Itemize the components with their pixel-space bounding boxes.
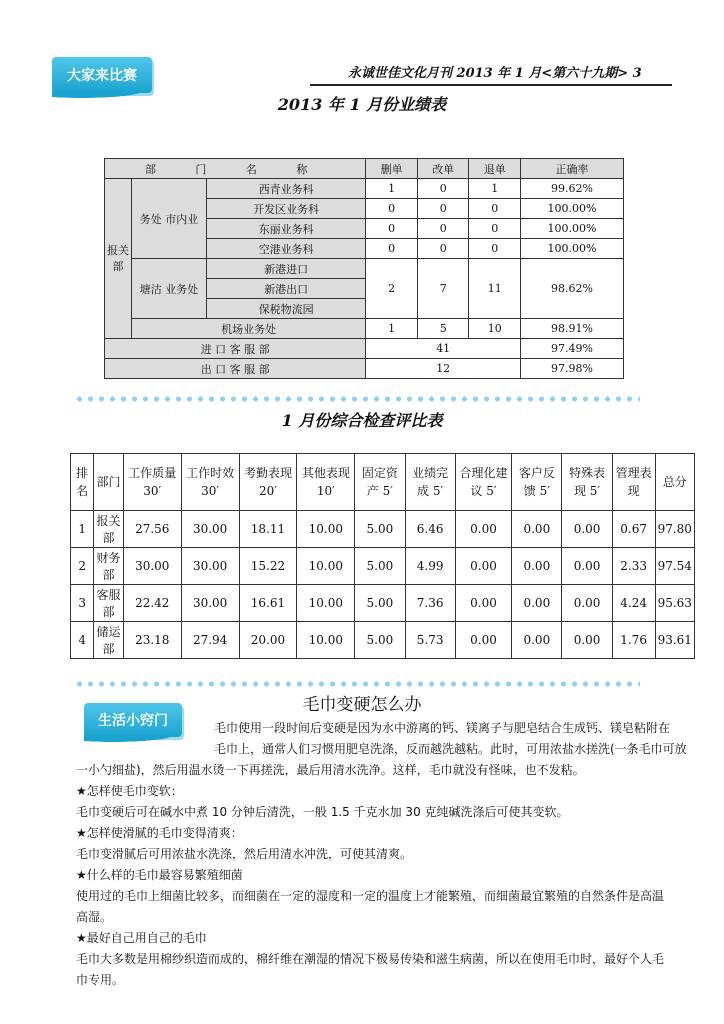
cell: 16.61 — [239, 585, 297, 622]
paragraph: 毛巾上，通常人们习惯用肥皂洗涤，反而越洗越粘。此时，可用浓盐水搓洗(一条毛巾可放 — [214, 742, 687, 756]
cell: 2.33 — [612, 548, 655, 585]
cell: 99.62% — [520, 179, 623, 199]
row-name: 进 口 客 服 部 — [105, 339, 366, 359]
paragraph: 一小勺细盐)，然后用温水烫一下再搓洗，最后用清水洗净。这样，毛巾就没有怪味，也不发粘。 — [76, 763, 585, 777]
cell: 0.00 — [512, 622, 562, 659]
cell: 10.00 — [297, 585, 355, 622]
th: 合理化建议 5′ — [455, 454, 512, 511]
cell: 0 — [417, 179, 469, 199]
cell: 1 — [71, 511, 94, 548]
cell: 20.00 — [239, 622, 297, 659]
cell: 0 — [366, 199, 418, 219]
row-name: 东丽业务科 — [207, 219, 366, 239]
cell: 10.00 — [297, 622, 355, 659]
th: 部门 — [94, 454, 124, 511]
cell: 100.00% — [520, 219, 623, 239]
row-name: 空港业务科 — [207, 239, 366, 259]
cell: 1 — [469, 179, 521, 199]
cell: 4.99 — [405, 548, 455, 585]
cell: 0.00 — [455, 585, 512, 622]
cell: 15.22 — [239, 548, 297, 585]
cell: 0.00 — [562, 622, 612, 659]
cell: 0.00 — [512, 511, 562, 548]
cell: 2 — [71, 548, 94, 585]
cell: 客服部 — [94, 585, 124, 622]
row-name: 西青业务科 — [207, 179, 366, 199]
cell: 41 — [366, 339, 521, 359]
paragraph: 毛巾变硬后可在碱水中煮 10 分钟后清洗，一般 1.5 千克水加 30 克纯碱洗涤后可使其变软。 — [76, 805, 569, 819]
cell: 30.00 — [181, 585, 239, 622]
th: 业绩完成 5′ — [405, 454, 455, 511]
cell: 30.00 — [123, 548, 181, 585]
cell: 7 — [417, 259, 469, 319]
cell: 22.42 — [123, 585, 181, 622]
cell: 0 — [366, 219, 418, 239]
cell: 7.36 — [405, 585, 455, 622]
paragraph: 高湿。 — [76, 910, 113, 924]
cell: 2 — [366, 259, 418, 319]
row-name: 保税物流园 — [207, 299, 366, 319]
cell: 0 — [469, 219, 521, 239]
section-badge: 大家来比赛 — [52, 57, 152, 93]
row-name: 新港进口 — [207, 259, 366, 279]
subheading: ★什么样的毛巾最容易繁殖细菌 — [76, 868, 243, 882]
cell: 100.00% — [520, 199, 623, 219]
performance-table — [104, 158, 624, 379]
cell: 5.00 — [355, 585, 405, 622]
row-name: 新港出口 — [207, 279, 366, 299]
section-badge: 生活小窍门 — [84, 703, 182, 737]
th: 总分 — [655, 454, 694, 511]
cell: 10.00 — [297, 511, 355, 548]
cell: 97.80 — [655, 511, 694, 548]
cell: 30.00 — [181, 548, 239, 585]
dept-customs: 报关部 — [105, 179, 132, 339]
cell: 1 — [366, 319, 418, 339]
cell: 报关部 — [94, 511, 124, 548]
th-delete: 删单 — [366, 159, 418, 179]
article-body — [76, 718, 706, 991]
row-name: 机场业务处 — [132, 319, 366, 339]
cell: 5.00 — [355, 622, 405, 659]
cell: 6.46 — [405, 511, 455, 548]
cell: 0 — [469, 199, 521, 219]
dept-tanggu: 塘沽 业务处 — [132, 259, 207, 319]
cell: 4 — [71, 622, 94, 659]
cell: 0 — [469, 239, 521, 259]
th: 工作时效 30′ — [181, 454, 239, 511]
cell: 4.24 — [612, 585, 655, 622]
th: 排名 — [71, 454, 94, 511]
cell: 0.00 — [455, 622, 512, 659]
cell: 11 — [469, 259, 521, 319]
cell: 0.00 — [512, 548, 562, 585]
cell: 0 — [417, 239, 469, 259]
th-accuracy: 正确率 — [520, 159, 623, 179]
cell: 1 — [366, 179, 418, 199]
cell: 100.00% — [520, 239, 623, 259]
cell: 0 — [417, 219, 469, 239]
cell: 97.49% — [520, 339, 623, 359]
cell: 12 — [366, 359, 521, 379]
paragraph: 毛巾变滑腻后可用浓盐水洗涤，然后用清水冲洗，可使其清爽。 — [76, 847, 413, 861]
cell: 97.98% — [520, 359, 623, 379]
th-return: 退单 — [469, 159, 521, 179]
cell: 0.67 — [612, 511, 655, 548]
cell: 98.91% — [520, 319, 623, 339]
cell: 3 — [71, 585, 94, 622]
row-name: 开发区业务科 — [207, 199, 366, 219]
cell: 0.00 — [562, 548, 612, 585]
cell: 5.00 — [355, 511, 405, 548]
th: 其他表现 10′ — [297, 454, 355, 511]
paragraph: 毛巾使用一段时间后变硬是因为水中游离的钙、镁离子与肥皂结合生成钙、镁皂粘附在 — [214, 721, 671, 735]
page-header: 永诚世佳文化月刊 2013 年 1 月<第六十九期> 3 — [348, 66, 642, 81]
cell: 10 — [469, 319, 521, 339]
th: 管理表现 — [612, 454, 655, 511]
cell: 95.63 — [655, 585, 694, 622]
cell: 27.94 — [181, 622, 239, 659]
th-modify: 改单 — [417, 159, 469, 179]
subheading: ★最好自己用自己的毛巾 — [76, 931, 207, 945]
cell: 27.56 — [123, 511, 181, 548]
cell: 10.00 — [297, 548, 355, 585]
dotted-divider — [74, 681, 640, 687]
paragraph: 毛巾大多数是用棉纱织造而成的，棉纤维在潮湿的情况下极易传染和滋生病菌，所以在使用毛巾时，最好个人毛 — [76, 952, 665, 966]
cell: 0 — [417, 199, 469, 219]
dotted-divider — [74, 396, 640, 402]
cell: 30.00 — [181, 511, 239, 548]
cell: 0.00 — [512, 585, 562, 622]
dept-city-office: 务处 市内业 — [132, 179, 207, 259]
cell: 储运部 — [94, 622, 124, 659]
th: 考勤表现 20′ — [239, 454, 297, 511]
th-dept: 部 门 名 称 — [105, 159, 366, 179]
cell: 5 — [417, 319, 469, 339]
cell: 财务部 — [94, 548, 124, 585]
paragraph: 使用过的毛巾上细菌比较多，而细菌在一定的湿度和一定的温度上才能繁殖，而细菌最宜繁殖的自然条件是高温 — [76, 889, 665, 903]
th: 特殊表现 5′ — [562, 454, 612, 511]
th: 固定资产 5′ — [355, 454, 405, 511]
cell: 18.11 — [239, 511, 297, 548]
article-title: 毛巾变硬怎么办 — [302, 695, 422, 715]
paragraph: 巾专用。 — [76, 973, 125, 987]
cell: 23.18 — [123, 622, 181, 659]
cell: 5.00 — [355, 548, 405, 585]
th: 客户反馈 5′ — [512, 454, 562, 511]
subheading: ★怎样使毛巾变软： — [76, 784, 183, 798]
cell: 0 — [366, 239, 418, 259]
subheading: ★怎样使滑腻的毛巾变得清爽： — [76, 826, 243, 840]
header-rule — [310, 84, 672, 86]
cell: 0.00 — [455, 548, 512, 585]
cell: 98.62% — [520, 259, 623, 319]
table2-title: 1 月份综合检查评比表 — [281, 411, 443, 430]
row-name: 出 口 客 服 部 — [105, 359, 366, 379]
cell: 97.54 — [655, 548, 694, 585]
cell: 5.73 — [405, 622, 455, 659]
cell: 0.00 — [562, 511, 612, 548]
evaluation-table — [70, 453, 695, 659]
table1-title: 2013 年 1 月份业绩表 — [277, 95, 447, 114]
th: 工作质量 30′ — [123, 454, 181, 511]
cell: 1.76 — [612, 622, 655, 659]
cell: 93.61 — [655, 622, 694, 659]
cell: 0.00 — [562, 585, 612, 622]
cell: 0.00 — [455, 511, 512, 548]
